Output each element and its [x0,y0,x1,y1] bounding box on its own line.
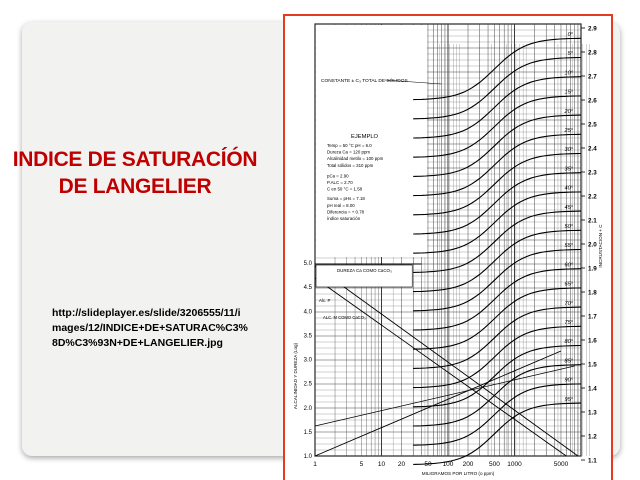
temperature-label: 90° [564,377,573,384]
slide-title: INDICE DE SATURACÍÓN DE LANGELIER [12,148,258,198]
left-axis-label: ALCALINIDAD Y DUREZA (Log) [293,342,298,410]
left-tick-label: 2.0 [303,405,312,412]
right-tick-label: 2.4 [588,145,597,153]
x-tick-label: 5000 [553,461,569,468]
x-tick-label: 100 [442,461,454,468]
temperature-label: 75° [564,320,573,326]
temperature-label: 65° [564,281,573,288]
x-tick-label: 200 [462,461,474,468]
temperature-label: 80° [564,339,573,346]
temperature-label: 10° [564,70,573,77]
temperature-label: 60° [564,262,573,269]
ejemplo-line: Alcalinidad metilo = 100 ppm [327,156,384,162]
right-tick-label: 2.9 [588,25,597,33]
ejemplo-line: P.ALC = 2.70 [327,180,353,185]
temperature-label: 45° [564,204,573,211]
temperature-label: 5° [567,51,573,58]
left-tick-label: 4.5 [303,285,312,292]
x-tick-label: 50 [424,461,432,468]
temperature-label: 30° [564,147,573,154]
x-tick-label: 5 [359,461,364,468]
left-tick-label: 4.0 [303,309,312,316]
ejemplo-line: Dureza Ca = 120 ppm [327,149,371,155]
right-tick-label: 1.9 [588,265,597,273]
right-tick-label: 2.6 [588,97,597,105]
temperature-curve [413,38,581,99]
source-url: http://slideplayer.es/slide/3206555/11/images/12/INDICE+DE+SATURAC%C3%8D%C3%93N+DE+LANGELIER.jpg [52,307,248,349]
ejemplo-line: Total sólidos = 310 ppm [327,162,374,168]
temperature-label: 50° [564,224,573,230]
right-tick-label: 1.4 [588,385,597,393]
alc-p-label: Alc. P [319,298,331,303]
temperature-label: 85° [564,358,573,365]
temperature-label: 35° [564,166,573,173]
x-axis-label: MILIGRAMOS POR LITRO (o ppm) [421,471,495,476]
x-tick-label: 10 [377,461,386,468]
x-tick-label: 1 [313,461,317,468]
annotation-panel [316,25,427,257]
right-axis-label: INCRUSTACION + C [598,224,603,268]
right-tick-label: 1.6 [588,337,597,345]
temperature-label: 20° [564,108,573,115]
right-tick-label: 2.8 [588,49,597,57]
ejemplo-line: pH real = 8.00 [327,202,355,208]
alc-m-label: ALC. M COMO CaCO₃ [323,315,366,320]
left-tick-label: 5.0 [303,261,312,267]
nomogram-frame [283,14,613,480]
left-tick-label: 1.0 [303,454,312,460]
right-tick-label: 1.7 [588,313,597,321]
left-tick-label: 1.5 [303,429,312,436]
ejemplo-line: índice saturación [327,216,361,221]
right-tick-label: 2.7 [588,73,597,81]
right-tick-label: 2.2 [588,193,597,201]
langelier-nomogram [285,16,613,480]
ejemplo-line: C en 50 °C = 1.58 [327,186,363,192]
right-tick-label: 1.8 [588,289,597,297]
left-tick-label: 3.0 [303,357,312,364]
temperature-label: 15° [564,89,573,96]
temperature-label: 55° [564,243,573,250]
right-tick-label: 1.1 [588,457,597,465]
right-tick-label: 2.3 [588,169,597,177]
right-tick-label: 1.3 [588,409,597,417]
ejemplo-line: pCa = 2.90 [327,173,349,179]
dureza-label: DUREZA Ca COMO CaCO₃ [337,268,392,273]
left-tick-label: 2.5 [303,381,312,388]
x-tick-label: 20 [397,461,406,468]
temperature-label: 40° [564,185,573,192]
right-tick-label: 2.5 [588,121,597,129]
temperature-label: 0° [567,32,573,38]
ejemplo-title: EJEMPLO [351,134,379,140]
temperature-label: 70° [564,300,573,307]
ejemplo-line: Diferencia = + 0.78 [327,209,365,215]
right-tick-label: 2.0 [588,241,597,249]
ejemplo-line: Suma = pHs = 7.18 [327,196,365,202]
x-tick-label: 1000 [507,461,522,468]
right-tick-label: 2.1 [588,217,597,225]
right-tick-label: 1.2 [588,433,597,441]
ejemplo-line: Temp = 50 °C pH = 6.0 [327,143,372,148]
constante-label: CONSTANTE ± C₃ TOTAL DE SÓLIDOS [321,79,408,84]
temperature-label: 25° [564,128,573,134]
alcalinidad-line [315,278,566,456]
left-tick-label: 3.5 [303,333,312,340]
x-tick-label: 500 [489,461,500,468]
temperature-label: 95° [564,396,573,403]
right-tick-label: 1.5 [588,361,597,369]
